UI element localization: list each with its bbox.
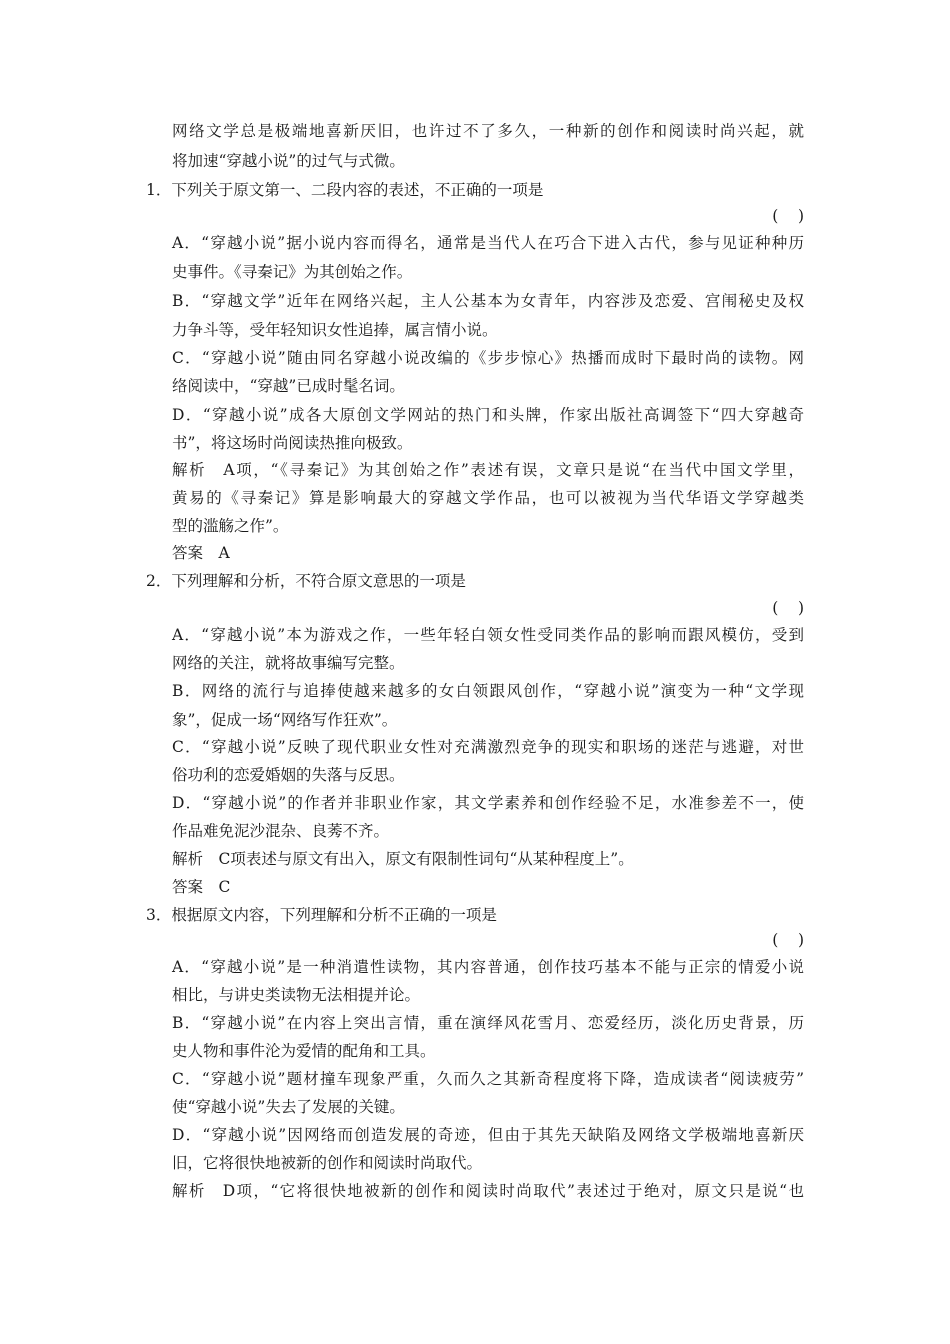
option-b: B．网络的流行与追捧使越来越多的女白领跟风创作，“穿越小说”演变为一种“文学现 [172,682,804,700]
option-c-cont: 俗功利的恋爱婚姻的失落与反思。 [172,766,405,784]
intro-line: 将加速“穿越小说”的过气与式微。 [172,152,405,170]
explanation: 解析 D项，“它将很快地被新的创作和阅读时尚取代”表述过于绝对，原文只是说“也 [172,1182,804,1200]
option-a-cont: 史事件。《寻秦记》为其创始之作。 [172,263,413,281]
option-b-cont: 象”，促成一场“网络写作狂欢”。 [172,711,398,729]
option-b: B．“穿越小说”在内容上突出言情，重在演绎风花雪月、恋爱经历，淡化历史背景，历 [172,1014,804,1032]
answer: 答案 A [172,544,230,562]
option-d: D．“穿越小说”成各大原创文学网站的热门和头牌，作家出版社高调签下“四大穿越奇 [172,406,804,424]
option-d-cont: 旧，它将很快地被新的创作和阅读时尚取代。 [172,1154,483,1172]
option-a: A．“穿越小说”据小说内容而得名，通常是当代人在巧合下进入古代，参与见证种种历 [172,234,804,252]
question-3-stem: 3．根据原文内容，下列理解和分析不正确的一项是 [146,906,497,924]
option-b: B．“穿越文学”近年在网络兴起，主人公基本为女青年，内容涉及恋爱、宫闱秘史及权 [172,292,804,310]
option-a: A．“穿越小说”本为游戏之作，一些年轻白领女性受同类作品的影响而跟风模仿，受到 [172,626,804,644]
explanation-cont: 型的滥觞之作”。 [172,517,289,535]
answer-bracket: ( ) [772,599,804,617]
explanation-cont: 黄易的《寻秦记》算是影响最大的穿越文学作品，也可以被视为当代华语文学穿越类 [172,489,804,507]
option-d-cont: 作品难免泥沙混杂、良莠不齐。 [172,822,390,840]
option-a: A．“穿越小说”是一种消遣性读物，其内容普通，创作技巧基本不能与正宗的情爱小说 [172,958,804,976]
option-c: C．“穿越小说”题材撞车现象严重，久而久之其新奇程度将下降，造成读者“阅读疲劳” [172,1070,804,1088]
question-1-stem: 1．下列关于原文第一、二段内容的表述，不正确的一项是 [146,181,544,199]
explanation: 解析 C项表述与原文有出入，原文有限制性词句“从某种程度上”。 [172,850,634,868]
option-d: D．“穿越小说”因网络而创造发展的奇迹，但由于其先天缺陷及网络文学极端地喜新厌 [172,1126,804,1144]
option-d-cont: 书”，将这场时尚阅读热推向极致。 [172,434,413,452]
answer: 答案 C [172,878,231,896]
option-b-cont: 史人物和事件沦为爱情的配角和工具。 [172,1042,436,1060]
option-a-cont: 网络的关注，就将故事编写完整。 [172,654,405,672]
option-c-cont: 使“穿越小说”失去了发展的关键。 [172,1098,405,1116]
option-c: C．“穿越小说”随由同名穿越小说改编的《步步惊心》热播而成时下最时尚的读物。网 [172,349,804,367]
option-a-cont: 相比，与讲史类读物无法相提并论。 [172,986,421,1004]
answer-bracket: ( ) [772,207,804,225]
option-d: D．“穿越小说”的作者并非职业作家，其文学素养和创作经验不足，水准参差不一，使 [172,794,804,812]
question-2-stem: 2．下列理解和分析，不符合原文意思的一项是 [146,572,466,590]
option-c: C．“穿越小说”反映了现代职业女性对充满激烈竞争的现实和职场的迷茫与逃避，对世 [172,738,804,756]
explanation: 解析 A项，“《寻秦记》为其创始之作”表述有误，文章只是说“在当代中国文学里， [172,461,804,479]
option-b-cont: 力争斗等，受年轻知识女性追捧，属言情小说。 [172,321,498,339]
option-c-cont: 络阅读中，“穿越”已成时髦名词。 [172,377,405,395]
answer-bracket: ( ) [772,931,804,949]
intro-line: 网络文学总是极端地喜新厌旧，也许过不了多久，一种新的创作和阅读时尚兴起，就 [172,122,804,140]
